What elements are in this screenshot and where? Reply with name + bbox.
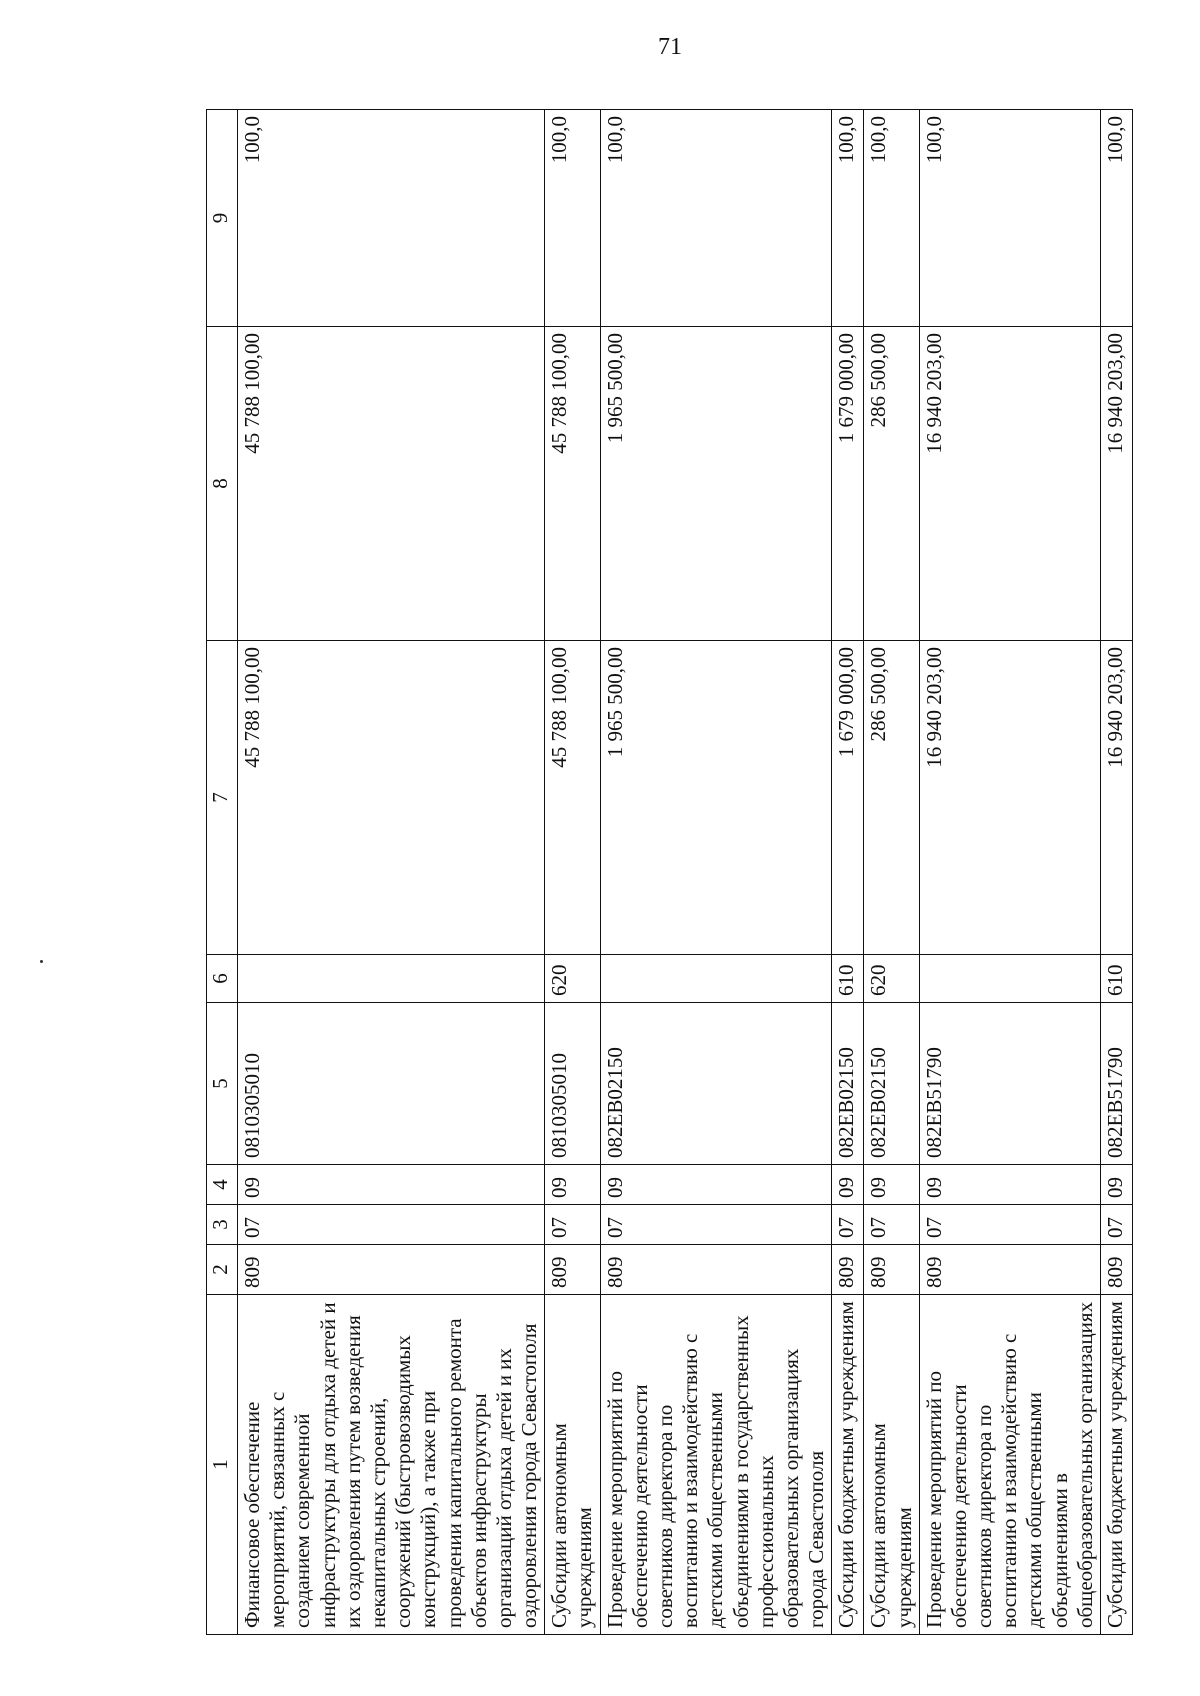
- cell-section: 07: [864, 1205, 919, 1245]
- cell-expense-type: [600, 955, 832, 1003]
- cell-ministry: 809: [600, 1245, 832, 1295]
- table-row: [919, 110, 1100, 1635]
- cell-executed: 1 965 500,00: [600, 327, 832, 641]
- cell-section: 07: [600, 1205, 832, 1245]
- cell-percent: 100,0: [832, 110, 864, 327]
- header-row: [207, 110, 238, 1635]
- cell-ministry: 809: [832, 1245, 864, 1295]
- cell-subsection: 09: [919, 1165, 1100, 1205]
- cell-expense-type: 620: [864, 955, 919, 1003]
- row-name: Финансовое обеспечение мероприятий, связанных с созданием современной инфраструктуры для отдыха детей и их оздоровления путем возведения некапитальных строений, сооружений (быстровозводимых конструкций), а также при проведении капитального ремонта объектов инфраструктуры организаций отдыха детей и их оздоровления города Севастополя: [238, 1295, 545, 1635]
- table-row: [600, 110, 832, 1635]
- column-header: 1: [207, 1295, 238, 1635]
- cell-target-article: 082ЕВ51790: [919, 1003, 1100, 1165]
- table-row: [832, 110, 864, 1635]
- column-header: 6: [207, 955, 238, 1003]
- cell-section: 07: [545, 1205, 600, 1245]
- cell-section: 07: [919, 1205, 1100, 1245]
- column-header: 8: [207, 327, 238, 641]
- cell-executed: 16 940 203,00: [1101, 327, 1133, 641]
- cell-subsection: 09: [864, 1165, 919, 1205]
- cell-executed: 286 500,00: [864, 327, 919, 641]
- column-header: 3: [207, 1205, 238, 1245]
- cell-ministry: 809: [238, 1245, 545, 1295]
- cell-percent: 100,0: [864, 110, 919, 327]
- cell-expense-type: 610: [832, 955, 864, 1003]
- page-number: 71: [658, 34, 682, 60]
- cell-percent: 100,0: [600, 110, 832, 327]
- cell-target-article: 082ЕВ02150: [832, 1003, 864, 1165]
- cell-percent: 100,0: [1101, 110, 1133, 327]
- row-name: Субсидии автономным учреждениям: [545, 1295, 600, 1635]
- row-name: Субсидии бюджетным учреждениям: [832, 1295, 864, 1635]
- cell-subsection: 09: [832, 1165, 864, 1205]
- cell-executed: 1 679 000,00: [832, 327, 864, 641]
- scan-speck: [40, 960, 43, 963]
- cell-planned: 1 965 500,00: [600, 641, 832, 955]
- column-header: 9: [207, 110, 238, 327]
- cell-planned: 16 940 203,00: [919, 641, 1100, 955]
- column-header: 5: [207, 1003, 238, 1165]
- cell-percent: 100,0: [545, 110, 600, 327]
- cell-ministry: 809: [864, 1245, 919, 1295]
- cell-section: 07: [1101, 1205, 1133, 1245]
- table-row: [238, 110, 545, 1635]
- cell-subsection: 09: [238, 1165, 545, 1205]
- cell-section: 07: [832, 1205, 864, 1245]
- cell-percent: 100,0: [238, 110, 545, 327]
- row-name: Субсидии автономным учреждениям: [864, 1295, 919, 1635]
- cell-ministry: 809: [1101, 1245, 1133, 1295]
- column-header: 4: [207, 1165, 238, 1205]
- cell-subsection: 09: [545, 1165, 600, 1205]
- cell-target-article: 082ЕВ02150: [864, 1003, 919, 1165]
- cell-target-article: 082ЕВ02150: [600, 1003, 832, 1165]
- table-row: [864, 110, 919, 1635]
- column-header: 7: [207, 641, 238, 955]
- cell-planned: 45 788 100,00: [238, 641, 545, 955]
- cell-target-article: 082ЕВ51790: [1101, 1003, 1133, 1165]
- cell-subsection: 09: [600, 1165, 832, 1205]
- cell-executed: 16 940 203,00: [919, 327, 1100, 641]
- cell-target-article: 0810305010: [238, 1003, 545, 1165]
- cell-executed: 45 788 100,00: [238, 327, 545, 641]
- cell-planned: 45 788 100,00: [545, 641, 600, 955]
- row-name: Проведение мероприятий по обеспечению деятельности советников директора по воспитанию и взаимодействию с детскими общественными объединениями в общеобразовательных организациях: [919, 1295, 1100, 1635]
- row-name: Субсидии бюджетным учреждениям: [1101, 1295, 1133, 1635]
- column-header: 2: [207, 1245, 238, 1295]
- table-row: [545, 110, 600, 1635]
- cell-percent: 100,0: [919, 110, 1100, 327]
- cell-planned: 286 500,00: [864, 641, 919, 955]
- table-row: [1101, 110, 1133, 1635]
- cell-expense-type: [919, 955, 1100, 1003]
- budget-table: [206, 109, 1133, 1635]
- cell-expense-type: 610: [1101, 955, 1133, 1003]
- cell-section: 07: [238, 1205, 545, 1245]
- cell-ministry: 809: [919, 1245, 1100, 1295]
- cell-expense-type: 620: [545, 955, 600, 1003]
- cell-planned: 1 679 000,00: [832, 641, 864, 955]
- cell-planned: 16 940 203,00: [1101, 641, 1133, 955]
- rotated-table-container: [206, 110, 1127, 1635]
- cell-subsection: 09: [1101, 1165, 1133, 1205]
- row-name: Проведение мероприятий по обеспечению деятельности советников директора по воспитанию и взаимодействию с детскими общественными объединениями в государственных профессиональных образовательных организациях города Севастополя: [600, 1295, 832, 1635]
- cell-target-article: 0810305010: [545, 1003, 600, 1165]
- cell-expense-type: [238, 955, 545, 1003]
- cell-ministry: 809: [545, 1245, 600, 1295]
- cell-executed: 45 788 100,00: [545, 327, 600, 641]
